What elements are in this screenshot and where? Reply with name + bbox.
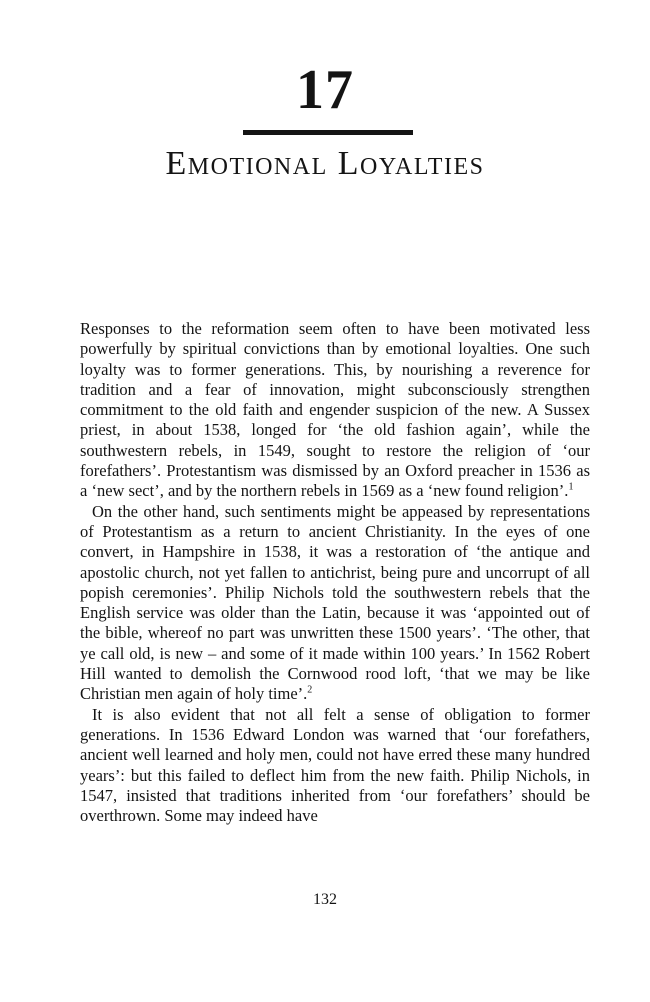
paragraph-3	[80, 705, 590, 827]
chapter-rule	[243, 130, 413, 135]
footnote-marker-1: 1	[568, 481, 574, 493]
page-number: 132	[313, 891, 337, 908]
paragraph-2	[80, 502, 590, 705]
paragraph-1	[80, 319, 590, 502]
chapter-title: Emotional Loyalties	[165, 145, 485, 182]
body-text	[80, 319, 590, 826]
paragraph-1-text: Responses to the reformation seem often to have been motivated less powerfully by spiritual convictions than by emotional loyalties. One such loyalty was to former generations. This, by nourishing a reverence for tradition and a fear of innovation, might subconsciously strengthen commitment to the old faith and engender suspicion of the new. A Sussex priest, in about 1538, longed for ‘the old fashion again’, while the southwestern rebels, in 1549, sought to restore the religion of ‘our forefathers’. Protestantism was dismissed by an Oxford preacher in 1536 as a ‘new sect’, and by the northern rebels in 1569 as a ‘new found religion’.	[80, 319, 590, 501]
footnote-marker-2: 2	[307, 684, 313, 696]
paragraph-3-text: It is also evident that not all felt a sense of obligation to former generations. In 1536 Edward London was warned that ‘our forefathers, ancient well learned and holy men, could not have erred these many hundred years’: but this failed to deflect him from the new faith. Philip Nichols, in 1547, insisted that traditions inherited from ‘our forefathers’ should be overthrown. Some may indeed have	[80, 704, 590, 826]
paragraph-2-text: On the other hand, such sentiments might be appeased by representations of Protestantism as a return to ancient Christianity. In the eyes of one convert, in Hampshire in 1538, it was a restoration of ‘the antique and apostolic church, not yet fallen to antichrist, being pure and uncorrupt of all popish ceremonies’. Philip Nichols told the southwestern rebels that the English service was older than the Latin, because it was ‘appointed out of the bible, whereof no part was unwritten these 1500 years’. ‘The other, that ye call old, is new – and some of it made within 100 years.’ In 1562 Robert Hill wanted to demolish the Cornwood rood loft, ‘that we may be like Christian men again of holy time’.	[80, 501, 590, 704]
chapter-number: 17	[296, 59, 354, 121]
